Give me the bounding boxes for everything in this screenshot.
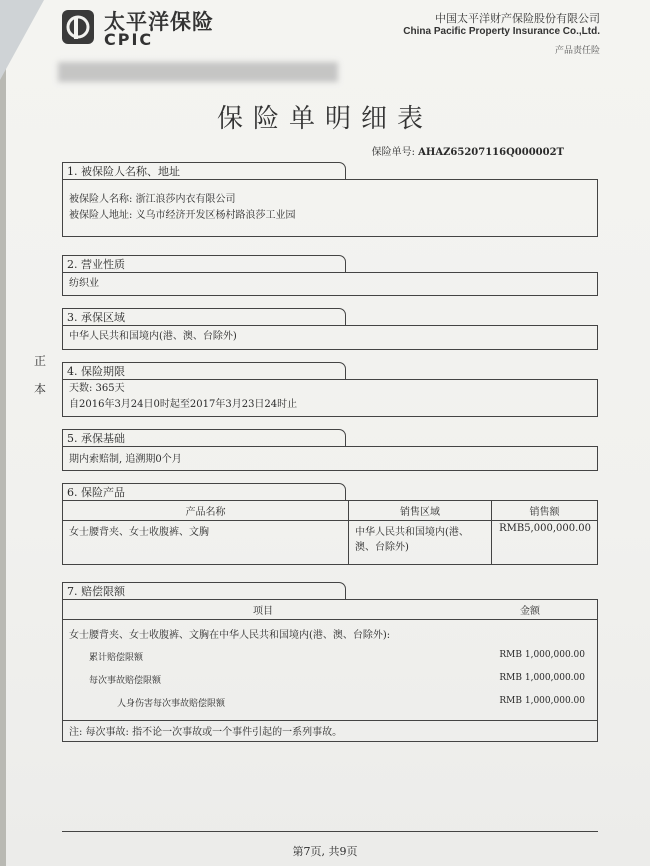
coverage-basis: 期内索赔制, 追溯期0个月 (69, 454, 182, 465)
product-type: 产品责任险 (554, 46, 600, 56)
insured-address-label: 被保险人地址: (69, 210, 133, 221)
policy-number-value: AHAZ65207116Q000002T (418, 147, 564, 158)
company-name-en: China Pacific Property Insurance Co.,Ltd. (403, 26, 600, 37)
insured-name-label: 被保险人名称: (69, 194, 133, 205)
limit-row-3-amount: RMB 1,000,000.00 (499, 696, 585, 706)
section-6-title: 6. 保险产品 (62, 483, 346, 500)
page-number: 第7页, 共9页 (292, 845, 358, 858)
page-corner (0, 0, 44, 80)
section-4-box (62, 379, 598, 417)
sales-region: 中华人民共和国境内(港、澳、台除外) (349, 521, 492, 565)
insurance-period: 自2016年3月24日0时起至2017年3月23日24时止 (69, 399, 298, 410)
coverage-territory: 中华人民共和国境内(港、澳、台除外) (69, 331, 237, 342)
col-sales-amount: 销售额 (492, 501, 598, 521)
side-mark-2: 本 (34, 382, 47, 396)
limit-row-2-amount: RMB 1,000,000.00 (499, 673, 585, 683)
section-2-title: 2. 营业性质 (62, 255, 346, 272)
insured-address: 义乌市经济开发区杨村路浪莎工业园 (135, 210, 296, 221)
policy-number-label: 保险单号: (371, 147, 415, 158)
limit-table (62, 599, 598, 742)
logo-english-name: CPIC (104, 30, 154, 49)
col-product-name: 产品名称 (63, 501, 349, 521)
section-4-title: 4. 保险期限 (62, 362, 346, 379)
policy-number (372, 143, 564, 158)
section-1-title: 1. 被保险人名称、地址 (62, 162, 346, 179)
company-name-cn: 中国太平洋财产保险股份有限公司 (435, 12, 600, 25)
section-1-box (62, 179, 598, 237)
section-7-title: 7. 赔偿限额 (62, 582, 346, 599)
footer-divider (62, 831, 598, 832)
sales-amount: RMB5,000,000.00 (492, 521, 598, 565)
redacted-barcode (58, 62, 338, 82)
col-sales-region: 销售区域 (349, 501, 492, 521)
limit-row-1-label: 累计赔偿限额 (89, 653, 144, 663)
limit-row-3-label: 人身伤害每次事故赔偿限额 (117, 699, 226, 709)
col-amount: 金额 (463, 600, 598, 620)
limit-body (63, 620, 598, 721)
section-3-title: 3. 承保区域 (62, 308, 346, 325)
limit-row-2-label: 每次事故赔偿限额 (89, 676, 162, 686)
col-item: 项目 (63, 600, 464, 620)
side-mark-1: 正 (34, 354, 47, 368)
cpic-logo-icon (60, 8, 96, 46)
section-5-title: 5. 承保基础 (62, 429, 346, 446)
limit-note: 注: 每次事故: 指不论一次事故或一个事件引起的一系列事故。 (63, 721, 598, 742)
business-nature: 纺织业 (69, 278, 99, 289)
limit-row-1-amount: RMB 1,000,000.00 (499, 650, 585, 660)
section-2-box (62, 272, 598, 296)
limit-scope: 女士腰背夹、女士收腹裤、文胸在中华人民共和国境内(港、澳、台除外): (69, 630, 391, 641)
section-3-box (62, 325, 598, 350)
logo-chinese-name: 太平洋保险 (104, 10, 214, 34)
insured-name: 浙江浪莎内衣有限公司 (135, 194, 236, 205)
section-5-box (62, 446, 598, 471)
product-name: 女士腰背夹、女士收腹裤、文胸 (63, 521, 349, 565)
page-title: 保险单明细表 (216, 104, 433, 134)
product-table (62, 500, 598, 565)
insurance-days: 天数: 365天 (69, 383, 125, 394)
